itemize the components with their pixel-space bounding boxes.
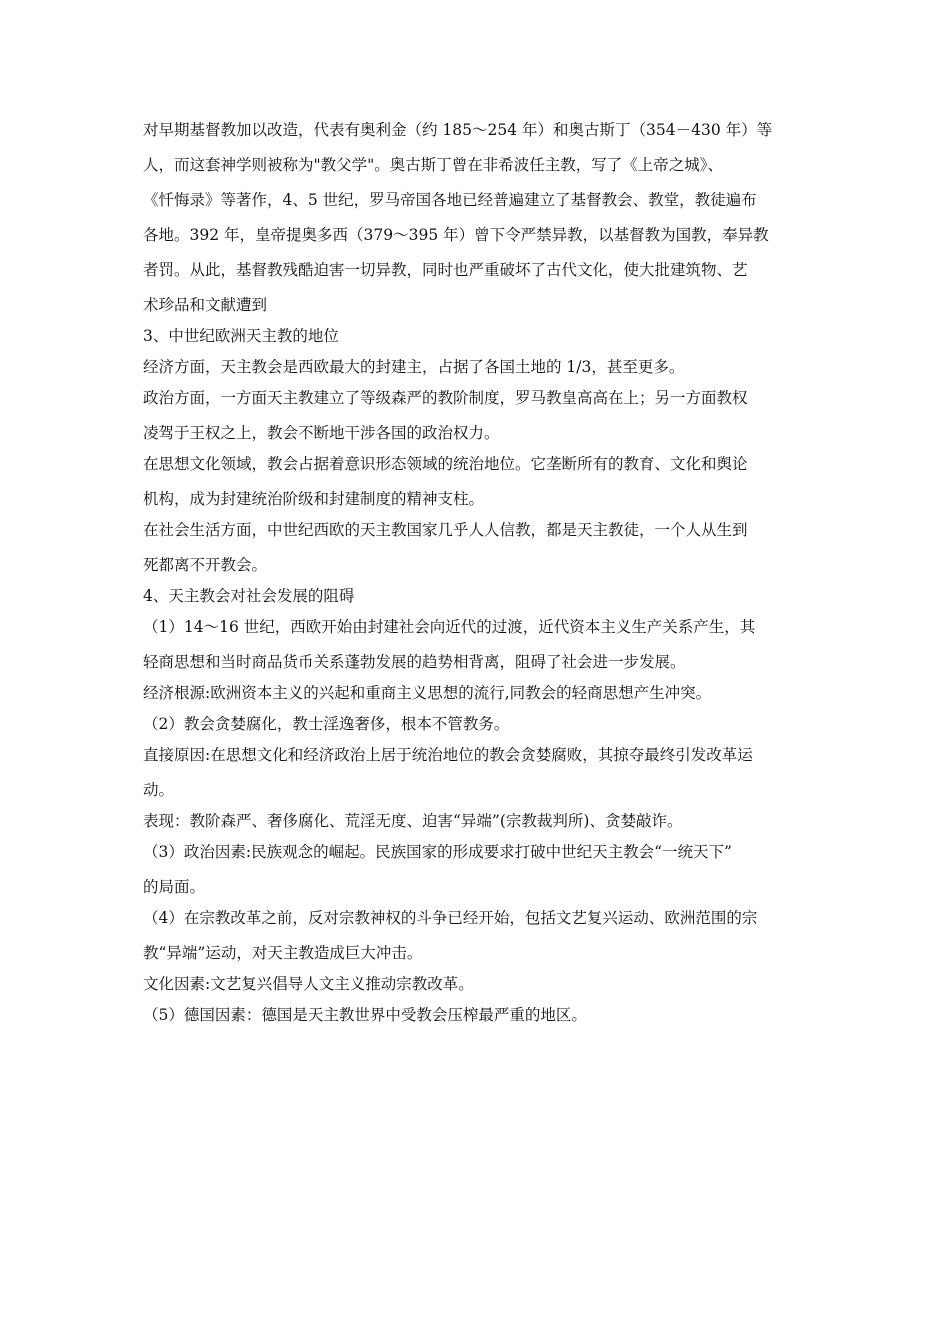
text-line: 在思想文化领域，教会占据着意识形态领域的统治地位。它垄断所有的教育、文化和舆论 — [143, 455, 748, 473]
paragraph-point-3 — [143, 841, 808, 898]
text-line: 动。 — [143, 781, 175, 799]
paragraph-economic-root: 经济根源:欧洲资本主义的兴起和重商主义思想的流行,同教会的轻商思想产生冲突。 — [143, 684, 712, 702]
text-line: 教“异端”运动，对天主教造成巨大冲击。 — [143, 944, 423, 962]
text-line: 各地。392 年，皇帝提奥多西（379～395 年）曾下令严禁异教，以基督教为国教，奉异教 — [143, 226, 769, 244]
text-line: 直接原因:在思想文化和经济政治上居于统治地位的教会贪婪腐败，其掠夺最终引发改革运 — [143, 746, 753, 764]
paragraph-point-5: （5）德国因素：德国是天主教世界中受教会压榨最严重的地区。 — [143, 1006, 587, 1024]
paragraph-society — [143, 519, 808, 576]
paragraph-point-1 — [143, 616, 808, 673]
text-line: （4）在宗教改革之前，反对宗教神权的斗争已经开始，包括文艺复兴运动、欧洲范围的宗 — [143, 909, 758, 927]
text-line: 在社会生活方面，中世纪西欧的天主教国家几乎人人信教，都是天主教徒，一个人从生到 — [143, 521, 748, 539]
paragraph-direct-cause — [143, 744, 808, 801]
section-heading-4: 4、天主教会对社会发展的阻碍 — [143, 587, 355, 605]
document-page — [143, 119, 808, 1035]
text-line: （3）政治因素:民族观念的崛起。民族国家的形成要求打破中世纪天主教会“一统天下” — [143, 843, 732, 861]
text-line: 凌驾于王权之上，教会不断地干涉各国的政治权力。 — [143, 424, 500, 442]
paragraph-economy: 经济方面，天主教会是西欧最大的封建主，占据了各国土地的 1/3，甚至更多。 — [143, 358, 685, 376]
text-line: 的局面。 — [143, 878, 206, 896]
text-line: 者罚。从此，基督教残酷迫害一切异教，同时也严重破坏了古代文化，使大批建筑物、艺 — [143, 261, 748, 279]
text-line: 人，而这套神学则被称为"教父学"。奥古斯丁曾在非希波任主教，写了《上帝之城》、 — [143, 156, 724, 174]
text-line: 机构，成为封建统治阶级和封建制度的精神支柱。 — [143, 490, 485, 508]
paragraph-point-4 — [143, 907, 808, 964]
paragraph-politics — [143, 387, 808, 444]
text-line: 术珍品和文献遭到 — [143, 296, 268, 314]
paragraph-manifestation: 表现：教阶森严、奢侈腐化、荒淫无度、迫害“异端”(宗教裁判所)、贪婪敲诈。 — [143, 812, 683, 830]
text-line: 轻商思想和当时商品货币关系蓬勃发展的趋势相背离，阻碍了社会进一步发展。 — [143, 653, 686, 671]
paragraph-cultural-factor: 文化因素:文艺复兴倡导人文主义推动宗教改革。 — [143, 975, 474, 993]
section-heading-3: 3、中世纪欧洲天主教的地位 — [143, 327, 339, 345]
paragraph-culture — [143, 453, 808, 510]
paragraph-point-2: （2）教会贪婪腐化，教士淫逸奢侈，根本不管教务。 — [143, 715, 510, 733]
text-line: 《忏悔录》等著作，4、5 世纪，罗马帝国各地已经普遍建立了基督教会、教堂，教徒遍布 — [143, 191, 757, 209]
paragraph-church-fathers — [143, 119, 808, 316]
text-line: 死都离不开教会。 — [143, 556, 268, 574]
text-line: （1）14～16 世纪，西欧开始由封建社会向近代的过渡，近代资本主义生产关系产生，其 — [143, 618, 756, 636]
text-line: 对早期基督教加以改造，代表有奥利金（约 185～254 年）和奥古斯丁（354－430 年）等 — [143, 121, 773, 139]
text-line: 政治方面，一方面天主教建立了等级森严的教阶制度，罗马教皇高高在上；另一方面教权 — [143, 389, 748, 407]
